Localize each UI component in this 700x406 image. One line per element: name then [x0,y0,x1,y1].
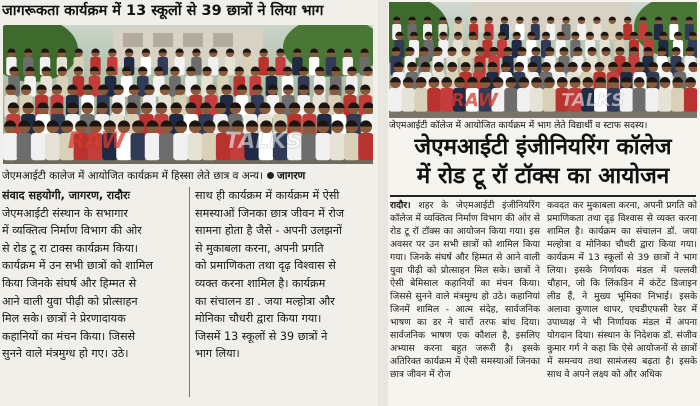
person-figure [671,88,684,112]
person-figure [427,88,440,112]
person-figure [530,88,543,112]
left-column-1-line: आने वाली युवा पीढ़ी को प्रोत्साहन [2,294,138,308]
left-column-2-line: साथ ही कार्यक्रम में कार्यक्रम में ऐसी [195,189,340,202]
left-watermark-talks: TALKS [225,129,303,154]
person-figure [316,133,331,160]
right-body-column-1 [390,199,540,406]
right-headline-rule [390,195,696,197]
left-column-2-line: सामना होता है जैसे - अपनी उलझनों [195,224,342,238]
left-column-2-line: व्यक्त करना शामिल है। कार्यक्रम [195,276,326,290]
person-figure [45,133,60,160]
left-column-2-line: का संचालन डा . जया मल्होत्रा और [195,294,335,308]
left-group-photo-scene [3,25,373,164]
person-figure [3,133,18,160]
left-dateline-place: रादौरः [106,189,130,202]
person-figure [330,133,345,160]
right-newspaper-clipping [388,0,700,406]
person-figure [145,133,160,160]
person-figure [608,24,617,40]
left-column-2-line: को प्रमाणिकता तथा दृढ़ विश्वास से [195,259,336,273]
person-figure [543,88,556,112]
left-watermark-raw: RAW [68,129,126,154]
left-caption-text: जेएमआईटी कालेज में आयोजित कार्यक्रम में हिस्सा लेते छात्र व अन्य। [2,170,263,182]
left-caption-source: जागरण [276,170,306,182]
right-headline-line-1: जेएमआईटी इंजीनियरिंग कॉलेज [414,134,672,160]
person-figure [344,133,359,160]
person-figure [17,133,32,160]
person-figure [645,88,658,112]
person-figure [389,88,402,112]
left-column-1-line: किया जिनके संघर्ष और हिम्मत से [2,276,137,290]
left-column-1-line: से रोड टू रा टाक्स कार्यक्रम किया। [2,241,138,255]
left-column-1-line: मिल सके। छात्रों ने प्रेरणादायक [2,312,126,326]
right-column-2-text: कवदत कर मुकाबला करना, अपनी प्रगति को प्रमाणिकता तथा दृढ़ विश्वास से व्यक्त करना शामिल है। कार्यक्रम का संचालन डॉ. जया मल्होत्रा व मोनिका चौधरी द्वारा किया गया। कार्यक्रम में 13 स्कूलों से 39 छात्रों ने भाग लिया। इसके निर्णायक मंडल में पल्लवी चौहान, जो कि लिंकडिन में कंटेंट डिजाइन लीड हैं, ने मुख्य भूमिका निभाई। इसके अलावा कुणाल थापर, एचडीएफसी रेडर में उपाध्यक्ष ने भी निर्णायक मंडल में अपना योगदान दिया। संस्थान के निदेशक डॉ. संजीव कुमार गर्ग ने कहा कि ऐसे आयोजनों से छात्रों में समन्वय तथा सामंजस्य बढ़ता है। इसके साथ वे अपने लक्ष्य को और अधिक [547,200,697,380]
right-group-photo-scene [389,2,697,118]
left-column-1-line: कहानियों का मंचन किया। जिससे [2,329,136,343]
left-column-1-lines [2,205,185,363]
person-figure [658,88,671,112]
person-figure [517,88,530,112]
person-figure [684,88,697,112]
left-column-2-line: समस्याओं जिनका छात्र जीवन में रोज [195,206,345,220]
right-watermark-raw: RAW [451,90,498,111]
person-figure [633,88,646,112]
person-figure [159,133,174,160]
right-watermark-talks: TALKS [561,90,625,111]
left-column-2-lines [195,187,376,363]
right-column-1-text: शहर के जेएमआईटी इंजीनियरिंग कॉलेज में व्यक्तित्व निर्माण विभाग की ओर से रोड टू रॉ टॉक्स का आयोजन किया गया। इस अवसर पर उन सभी छात्रों को शामिल किया गया। जिनके संघर्ष और हिम्मत से आने वाली युवा पीढ़ी को प्रोत्साहन मिल सके। छात्रों ने ऐसी बेमिसाल कहानियों का मंचन किया। जिससे सुनने वाले मंत्रमुग्ध हो उठे। कहानियां जिनमें शामिल - आत्म संदेह, सार्वजनिक भाषण का डर ने चारों तरफ बांध दिया। सार्वजनिक भाषण एक कौशल है, इसलिए अभ्यास करना बहुत जरूरी है। इसके अतिरिक्त कार्यक्रम में ऐसी समस्याओं जिनका छात्र जीवन में रोज [390,200,540,380]
right-headline-line-2: में रोड टू रॉ टॉक्स का आयोजन [416,163,670,189]
person-figure [592,24,601,40]
left-column-divider [189,187,190,397]
left-column-1-line: कार्यक्रम में उन सभी छात्रों को शामिल [2,259,153,273]
person-figure [173,133,188,160]
left-body-column-2 [195,187,376,402]
left-headline: जागरूकता कार्यक्रम में 13 स्कूलों से 39 छात्रों ने लिया भाग [2,3,324,19]
bullet-dot-icon [267,172,274,179]
right-headline [388,133,698,193]
left-column-2-line: से मुकाबला करना, अपनी प्रगति [195,241,324,255]
left-column-1-line: में व्यक्तित्व निर्माण विभाग की ओर [2,224,142,238]
person-figure [504,88,517,112]
right-group-photo [389,2,697,118]
person-figure [358,133,373,160]
left-column-2-line: मोनिका चौधरी द्वारा किया गया। [195,312,322,326]
left-group-photo [3,25,373,164]
person-figure [187,133,202,160]
left-column-2-line: जिसमें 13 स्कूलों से 39 छात्रों ने [195,329,328,343]
person-figure [31,133,46,160]
person-figure [414,88,427,112]
person-figure [131,133,146,160]
left-column-2-line: भाग लिया। [195,347,240,361]
left-column-1-line: सुनने वाले मंत्रमुग्ध हो गए। उठे। [2,347,129,361]
left-dateline-byline: संवाद सहयोगी, जागरण, [2,189,104,202]
right-body-column-2 [547,199,697,406]
left-dateline [2,187,185,205]
left-photo-caption [2,167,376,185]
person-figure [402,88,415,112]
left-body-column-1 [2,187,185,402]
person-figure [202,133,217,160]
left-column-1-line: जेएमआईटी संस्थान के सभागार [2,206,128,220]
person-figure [301,133,316,160]
right-photo-caption: जेएमआईटी कॉलेज में आयोजित कार्यक्रम में भाग लेते विद्यार्थी व स्टाफ सदस्य। [389,120,648,131]
right-dateline: रादौर। [390,200,411,211]
